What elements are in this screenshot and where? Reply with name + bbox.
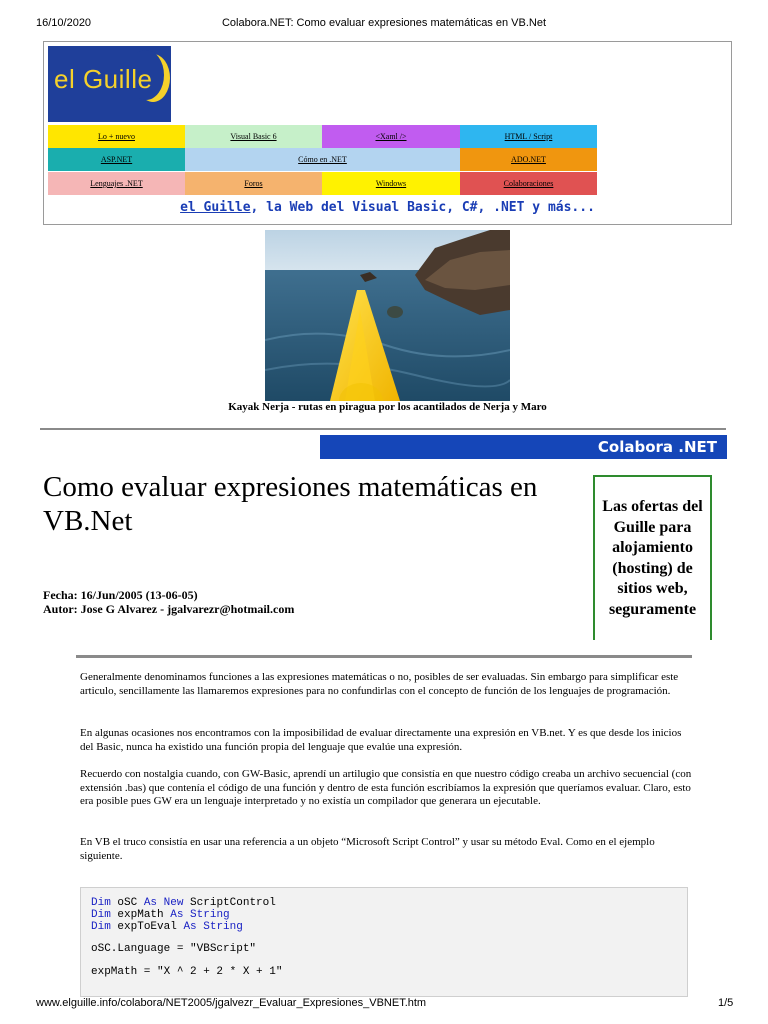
nav-lo-nuevo[interactable]: Lo + nuevo bbox=[48, 125, 185, 148]
nav-xaml[interactable]: <Xaml /> bbox=[322, 125, 460, 148]
nav-visual-basic-6[interactable]: Visual Basic 6 bbox=[185, 125, 322, 148]
nav-como-en-net[interactable]: Cómo en .NET bbox=[185, 148, 460, 171]
nav-adonet[interactable]: ADO.NET bbox=[460, 148, 597, 171]
article-author: Autor: Jose G Alvarez - jgalvarezr@hotmail.com bbox=[43, 602, 295, 616]
paragraph-3: Recuerdo con nostalgia cuando, con GW-Basic, aprendí un artilugio que consistía en que nuestro código creaba un archivo secuencial (con extensión .bas) que contenía el código de una función y dentro de esta función escribíamos la expresión que queríamos evaluar. Claro, esto era posible pues GW era un lenguaje interpretado y no existía un compilador que generara un ejecutable. bbox=[80, 768, 692, 807]
hosting-ad-text: Las ofertas del Guille para alojamiento (hosting) de sitios web, seguramente bbox=[602, 498, 703, 618]
paragraph-1: Generalmente denominamos funciones a las expresiones matemáticas o no, posibles de ser evaluadas. Sin embargo para simplificar este articulo, sencillamente las llamaremos expresiones para no confundirlas con el concepto de función de los lenguajes de programación. bbox=[80, 671, 679, 697]
paragraph-2: En algunas ocasiones nos encontramos con la imposibilidad de evaluar directamente una expresión en VB.net. Y es que desde los inicios del Basic, nunca ha existido una función propia del lenguaje que evalúe una expresión. bbox=[80, 727, 682, 753]
hosting-ad[interactable] bbox=[593, 475, 712, 640]
site-tagline bbox=[43, 200, 732, 215]
logo-text: el Guille bbox=[54, 64, 153, 94]
article-meta bbox=[43, 588, 443, 616]
section-banner-label: Colabora .NET bbox=[597, 438, 717, 456]
nav-foros[interactable]: Foros bbox=[185, 172, 322, 195]
divider bbox=[76, 655, 692, 658]
nav-html-script[interactable]: HTML / Script bbox=[460, 125, 597, 148]
code-line: expMath = "X ^ 2 + 2 * X + 1" bbox=[91, 966, 283, 978]
nav-aspnet[interactable]: ASP.NET bbox=[48, 148, 185, 171]
print-page-number: 1/5 bbox=[718, 997, 734, 1009]
article-date: Fecha: 16/Jun/2005 (13-06-05) bbox=[43, 588, 198, 602]
code-block bbox=[80, 887, 688, 997]
tagline-text: , la Web del Visual Basic, C#, .NET y más... bbox=[250, 200, 595, 215]
code-line: oSC.Language = "VBScript" bbox=[91, 943, 257, 955]
print-url: www.elguille.info/colabora/NET2005/jgalvezr_Evaluar_Expresiones_VBNET.htm bbox=[36, 997, 427, 1009]
divider bbox=[40, 428, 726, 430]
section-banner bbox=[320, 435, 727, 459]
print-title: Colabora.NET: Como evaluar expresiones matemáticas en VB.Net bbox=[221, 17, 547, 29]
code-line: Dim expToEval As String bbox=[91, 921, 243, 933]
site-logo[interactable] bbox=[48, 46, 171, 122]
print-date: 16/10/2020 bbox=[36, 17, 92, 29]
paragraph-4: En VB el truco consistía en usar una referencia a un objeto “Microsoft Script Control” y usar su método Eval. Como en el ejemplo siguiente. bbox=[80, 836, 655, 862]
kayak-photo[interactable] bbox=[265, 230, 510, 401]
photo-caption: Kayak Nerja - rutas en piragua por los acantilados de Nerja y Maro bbox=[228, 401, 547, 413]
article-title: Como evaluar expresiones matemáticas en VB.Net bbox=[43, 471, 538, 537]
nav-windows[interactable]: Windows bbox=[322, 172, 460, 195]
code-line: Dim expMath As String bbox=[91, 909, 230, 921]
code-line: Dim oSC As New ScriptControl bbox=[91, 897, 276, 909]
nav-lenguajes-net[interactable]: Lenguajes .NET bbox=[48, 172, 185, 195]
tagline-home-link[interactable]: el Guille bbox=[180, 200, 251, 215]
nav-colaboraciones[interactable]: Colaboraciones bbox=[460, 172, 597, 195]
